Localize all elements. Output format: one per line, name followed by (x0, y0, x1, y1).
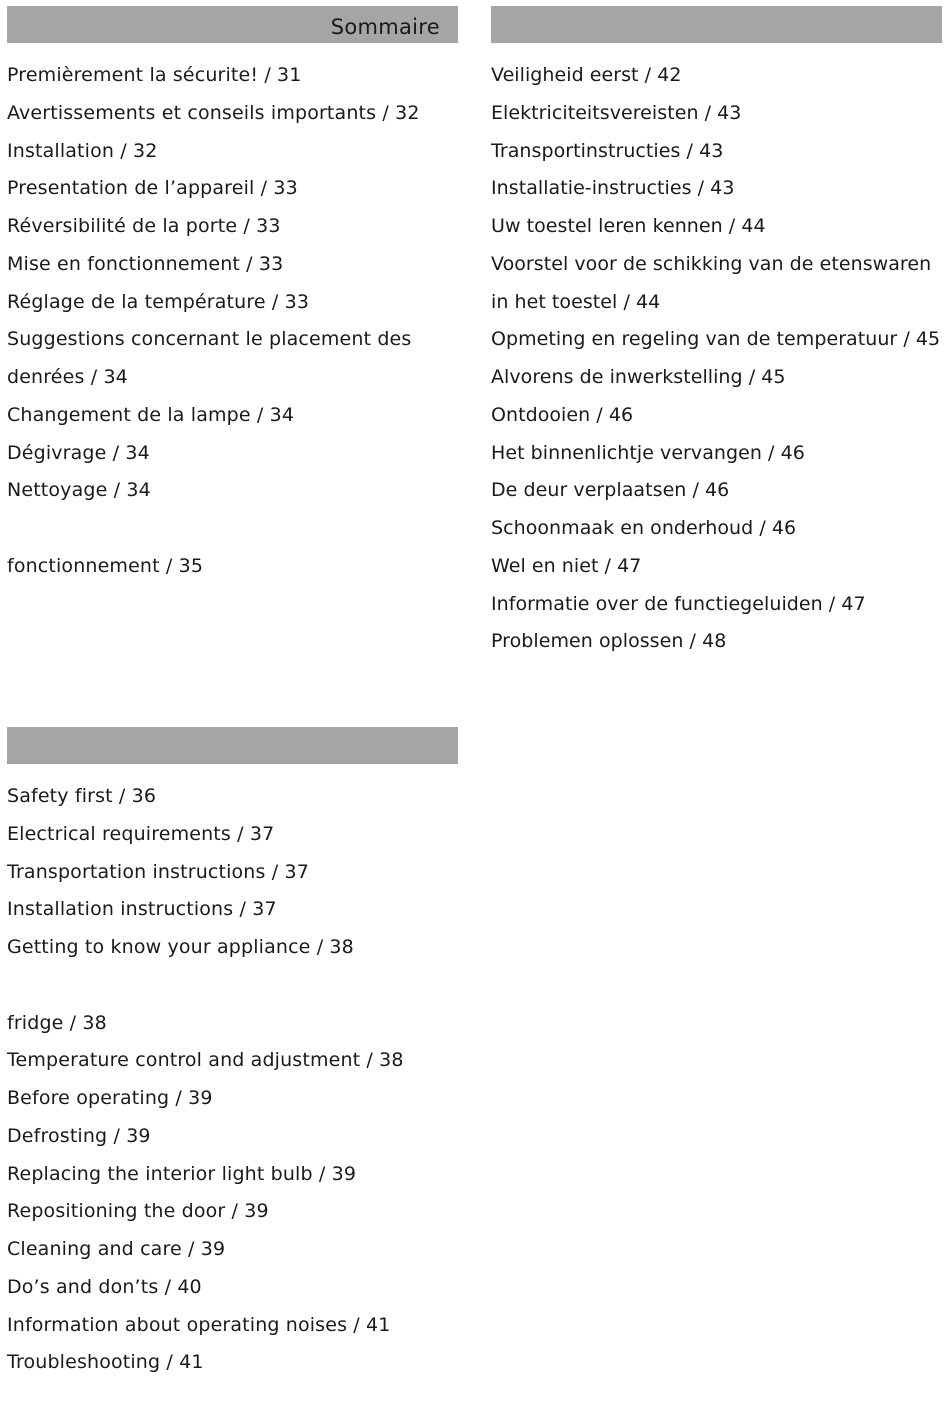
toc-entry (7, 967, 458, 1005)
toc-entry: Temperature control and adjustment / 38 (7, 1049, 404, 1072)
section-title: Sommaire (330, 15, 440, 39)
toc-entry: Presentation de l’appareil / 33 (7, 177, 298, 200)
toc-entry: Cleaning and care / 39 (7, 1238, 226, 1260)
toc-list (7, 778, 458, 1382)
toc-entry: Before operating / 39 (7, 1087, 213, 1109)
toc-entry (7, 510, 458, 548)
toc-entry: Information about operating noises / 41 (7, 1313, 391, 1336)
toc-entry: Nettoyage / 34 (7, 479, 151, 502)
toc-section-dutch (491, 6, 942, 661)
toc-entry: fridge / 38 (7, 1011, 107, 1034)
toc-entry: Avertissements et conseils importants / 32 (7, 101, 420, 124)
section-header-bar (491, 6, 942, 43)
toc-entry: Réglage de la température / 33 (7, 290, 310, 313)
toc-entry: Installatie-instructies / 43 (491, 177, 735, 200)
toc-entry: Informatie over de functiegeluiden / 47 (491, 592, 866, 615)
toc-entry: Veiligheid eerst / 42 (491, 64, 682, 86)
toc-entry: Schoonmaak en onderhoud / 46 (491, 517, 797, 539)
toc-entry: Wel en niet / 47 (491, 554, 642, 577)
toc-entry: Transportinstructies / 43 (491, 139, 724, 162)
toc-entry: Alvorens de inwerkstelling / 45 (491, 366, 786, 388)
section-header-bar (7, 6, 458, 43)
toc-entry: Do’s and don’ts / 40 (7, 1275, 202, 1298)
toc-list (491, 57, 942, 661)
toc-entry: Dégivrage / 34 (7, 441, 150, 464)
toc-entry: Troubleshooting / 41 (7, 1351, 204, 1374)
toc-entry: Getting to know your appliance / 38 (7, 936, 354, 958)
toc-entry: Installation instructions / 37 (7, 898, 277, 921)
toc-entry: Repositioning the door / 39 (7, 1200, 269, 1223)
toc-entry: Suggestions concernant le placement des (7, 328, 412, 351)
toc-entry: Mise en fonctionnement / 33 (7, 252, 284, 275)
toc-entry: Electrical requirements / 37 (7, 822, 275, 845)
toc-entry: Defrosting / 39 (7, 1124, 151, 1147)
toc-entry: Het binnenlichtje vervangen / 46 (491, 441, 805, 464)
toc-entry: Réversibilité de la porte / 33 (7, 215, 281, 237)
section-header-bar (7, 727, 458, 764)
toc-entry: Elektriciteitsvereisten / 43 (491, 101, 742, 124)
toc-list (7, 57, 458, 586)
toc-entry: Installation / 32 (7, 139, 158, 162)
toc-entry: Problemen oplossen / 48 (491, 630, 727, 653)
toc-entry: fonctionnement / 35 (7, 554, 204, 577)
toc-entry: Voorstel voor de schikking van de etenswaren (491, 252, 932, 275)
toc-entry: Transportation instructions / 37 (7, 860, 309, 883)
toc-entry: Ontdooien / 46 (491, 403, 634, 426)
toc-entry: De deur verplaatsen / 46 (491, 479, 730, 502)
toc-entry: Replacing the interior light bulb / 39 (7, 1162, 357, 1185)
toc-section-english (7, 727, 458, 1382)
toc-entry: Premièrement la sécurite! / 31 (7, 64, 302, 86)
toc-entry: denrées / 34 (7, 366, 128, 388)
toc-entry: Changement de la lampe / 34 (7, 403, 295, 426)
toc-section-french (7, 6, 458, 586)
toc-entry: Uw toestel leren kennen / 44 (491, 215, 766, 237)
toc-entry: Safety first / 36 (7, 785, 157, 807)
toc-entry: in het toestel / 44 (491, 290, 661, 313)
toc-entry: Opmeting en regeling van de temperatuur / 45 (491, 328, 941, 351)
